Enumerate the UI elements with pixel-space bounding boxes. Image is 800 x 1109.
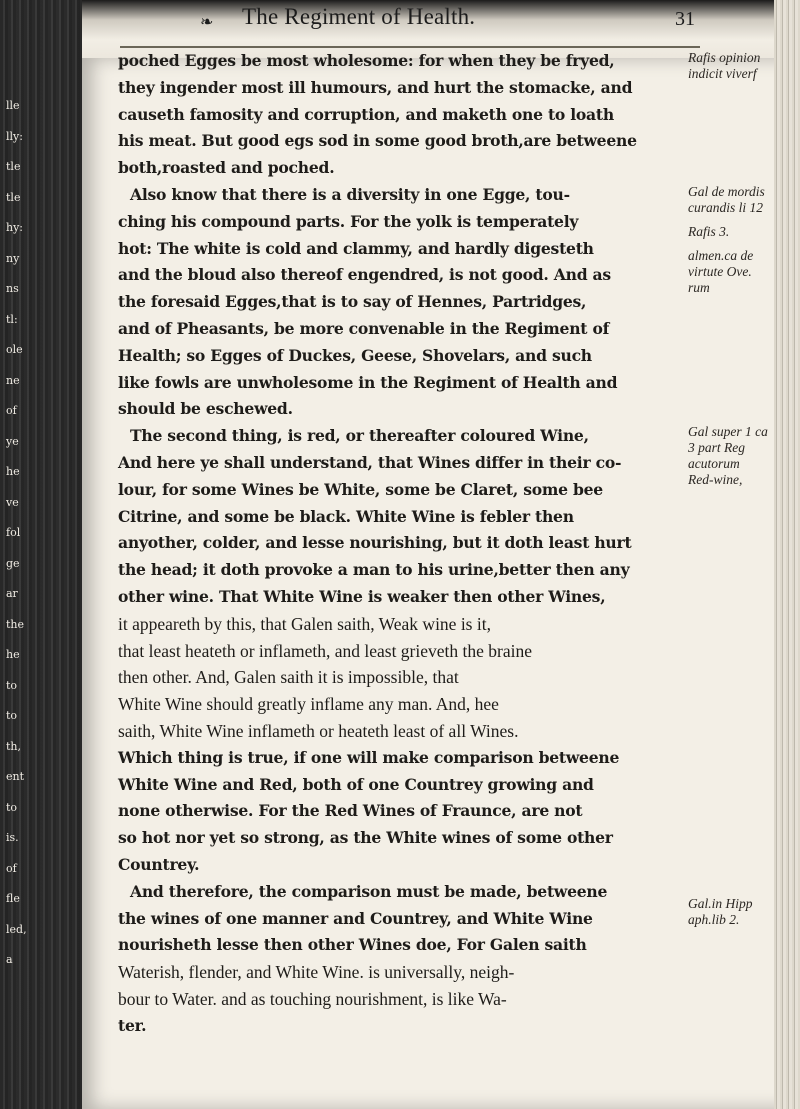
text-line: hot: The white is cold and clammy, and hardly digesteth [118, 238, 594, 258]
gutter-fragment: ny [6, 251, 20, 265]
text-line: and of Pheasants, be more convenable in the Regiment of [118, 319, 610, 338]
text-line: lour, for some Wines be White, some be Claret, some bee [118, 479, 603, 499]
text-line: Waterish, flender, and White Wine. is universally, neigh- [118, 962, 515, 983]
gutter-fragment: led, [6, 922, 27, 936]
gutter-fragment: ge [6, 556, 20, 570]
gutter-fragment: to [6, 709, 18, 722]
margin-note: Gal super 1 ca [688, 424, 768, 439]
text-line: the wines of one manner and Countrey, and White Wine [118, 908, 593, 928]
text-line: none otherwise. For the Red Wines of Fraunce, are not [118, 801, 583, 821]
gutter-fragment: hy: [6, 221, 24, 234]
gutter-fragment: fol [6, 526, 21, 539]
text-line: nourisheth lesse then other Wines doe, For Galen saith [118, 935, 587, 955]
gutter-fragment: he [6, 465, 20, 478]
text-line: causeth famosity and corruption, and maketh one to loath [118, 104, 614, 124]
previous-page-fragments [0, 0, 40, 1109]
gutter-fragment: a [6, 953, 13, 966]
gutter-fragment: to [6, 678, 18, 692]
gutter-fragment: ent [6, 770, 25, 783]
margin-note: aph.lib 2. [688, 912, 740, 927]
gutter-fragment: tle [6, 160, 21, 173]
margin-note: Rafis 3. [688, 224, 730, 239]
text-line: And here ye shall understand, that Wines differ in their co- [118, 453, 622, 472]
page-stack-edge [774, 0, 800, 1109]
running-title: The Regiment of Health. [242, 4, 476, 29]
text-line: the head; it doth provoke a man to his urine,better then any [118, 560, 630, 580]
text-line: other wine. That White Wine is weaker then other Wines, [118, 587, 606, 606]
text-line: The second thing, is red, or thereafter coloured Wine, [130, 426, 589, 446]
gutter-fragment: the [6, 617, 25, 631]
margin-note: Rafis opinion [688, 50, 761, 65]
gutter-fragment: ole [6, 343, 23, 356]
gutter-fragment: of [6, 404, 17, 417]
text-line: anyother, colder, and lesse nourishing, but it doth least hurt [118, 533, 632, 553]
text-line: ter. [118, 1015, 147, 1035]
text-line: bour to Water. and as touching nourishment, is like Wa- [118, 989, 507, 1009]
fleuron-ornament: ❧ [200, 12, 214, 31]
text-line: Health; so Egges of Duckes, Geese, Shovelars, and such [118, 345, 592, 365]
text-line: White Wine and Red, both of one Countrey growing and [118, 774, 594, 794]
gutter-fragment: ve [6, 495, 19, 509]
text-line: saith, White Wine inflameth or heateth least of all Wines. [118, 721, 519, 741]
margin-note: virtute Ove. [688, 264, 752, 279]
margin-note: Gal de mordis [688, 184, 765, 199]
text-line: like fowls are unwholesome in the Regiment of Health and [118, 372, 618, 392]
margin-note: curandis li 12 [688, 200, 764, 215]
gutter-fragment: fle [6, 892, 20, 905]
page-number: 31 [675, 8, 695, 30]
text-line: White Wine should greatly inflame any man. And, hee [118, 694, 499, 715]
gutter-fragment: tl: [6, 312, 18, 326]
gutter-fragment: tle [6, 190, 21, 204]
running-header [170, 4, 730, 38]
text-line: Countrey. [118, 855, 200, 874]
margin-note: indicit viverf [688, 66, 757, 81]
text-line: both,roasted and poched. [118, 158, 335, 178]
margin-note: Gal.in Hipp [688, 896, 753, 911]
text-line: Which thing is true, if one will make comparison betweene [118, 747, 620, 767]
text-line: his meat. But good egs sod in some good broth,are betweene [118, 131, 637, 151]
gutter-fragment: ns [6, 282, 19, 295]
text-line: ching his compound parts. For the yolk is temperately [118, 211, 579, 231]
gutter-fragment: lle [6, 99, 20, 112]
text-line: Also know that there is a diversity in one Egge, tou- [130, 185, 570, 204]
text-line: poched Egges be most wholesome: for when they be fryed, [118, 51, 615, 70]
gutter-fragment: th, [6, 739, 22, 753]
text-line: they ingender most ill humours, and hurt the stomacke, and [118, 77, 633, 97]
text-line: Citrine, and some be black. White Wine is febler then [118, 506, 574, 526]
header-rule [120, 46, 700, 48]
gutter-fragment: ye [6, 434, 19, 448]
margin-note: rum [688, 280, 710, 295]
margin-note: Red-wine, [688, 472, 743, 487]
gutter-fragment: of [6, 861, 17, 875]
text-line: then other. And, Galen saith it is impossible, that [118, 667, 459, 688]
margin-note: acutorum [688, 456, 740, 471]
text-line: it appeareth by this, that Galen saith, Weak wine is it, [118, 613, 491, 634]
text-line: should be eschewed. [118, 399, 293, 419]
gutter-fragment: ar [6, 587, 18, 600]
gutter-fragment: ne [6, 373, 20, 387]
text-line: the foresaid Egges,that is to say of Hennes, Partridges, [118, 292, 587, 312]
gutter-fragment: lly: [6, 129, 23, 143]
margin-note: 3 part Reg [688, 440, 745, 455]
gutter-fragment: he [6, 648, 20, 661]
gutter-fragment: is. [6, 831, 19, 844]
text-line: and the bloud also thereof engendred, is not good. And as [118, 265, 611, 285]
text-line: And therefore, the comparison must be made, betweene [130, 881, 608, 901]
gutter-fragment: to [6, 800, 18, 814]
text-line: that least heateth or inflameth, and least grieveth the braine [118, 640, 533, 661]
margin-note: almen.ca de [688, 248, 754, 263]
text-line: so hot nor yet so strong, as the White wines of some other [118, 828, 613, 848]
